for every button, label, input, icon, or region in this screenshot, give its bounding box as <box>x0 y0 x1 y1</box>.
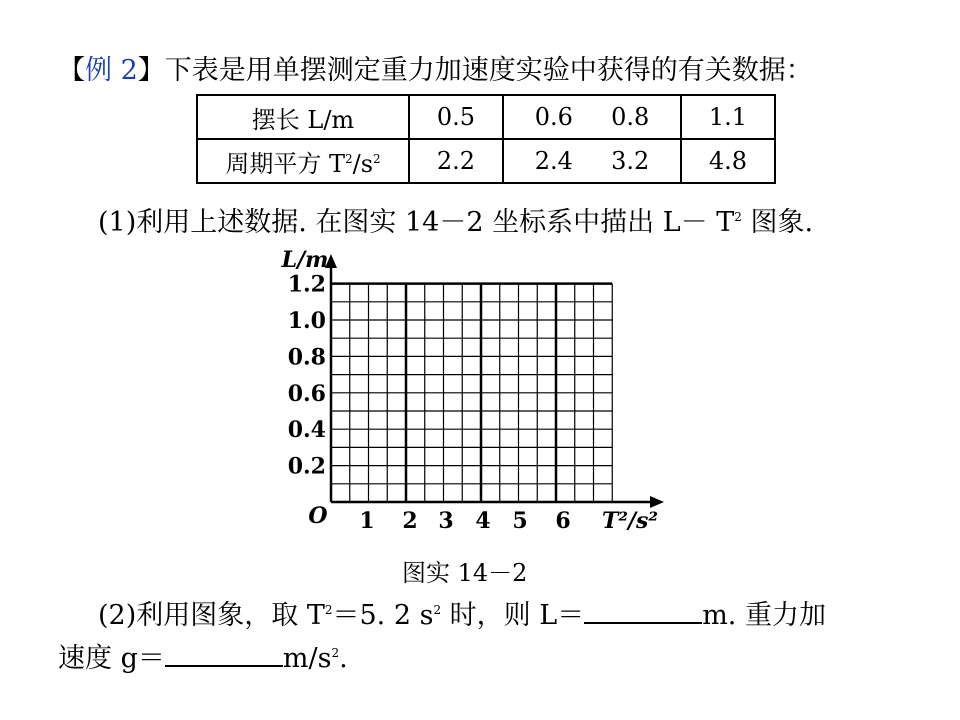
x-axis-title: T²/s² <box>601 508 659 534</box>
y-tick-label: 0.6 <box>287 380 326 407</box>
origin-label: O <box>308 503 328 529</box>
question-2-line-1: (2)利用图象，取 $T^2=5$. 2 $s^2$ 时，则 L＝ m. 重力加 <box>98 600 826 631</box>
length-cell-4: 1.1 <box>681 95 775 139</box>
y-tick-label: 0.8 <box>287 344 326 371</box>
y-tick-label: 1.2 <box>287 271 326 298</box>
open-bracket: 【 <box>58 55 85 86</box>
question-1: (1)利用上述数据. 在图实 14－2 坐标系中描出 $L- T^2$ 图象. <box>98 207 814 238</box>
period-cell-2: 2.4 <box>534 147 573 175</box>
period-cell-1: 2.2 <box>409 139 503 183</box>
x-tick-label: 2 <box>402 508 418 534</box>
close-bracket: 】 <box>137 55 165 86</box>
axes <box>325 254 664 508</box>
example-label: 例 2 <box>85 55 138 86</box>
period-cell-4: 4.8 <box>681 139 775 183</box>
figure-caption: 图实 14－2 <box>402 559 528 587</box>
x-axis-arrow-icon <box>650 496 664 508</box>
y-tick-label: 0.2 <box>287 453 326 480</box>
answer-blank-g[interactable] <box>165 643 283 667</box>
y-tick-label: 1.0 <box>287 308 326 334</box>
grid <box>331 284 612 502</box>
length-cell-3: 0.8 <box>611 103 650 131</box>
row-label-period: 周期平方 $T^2/s^2$ <box>197 139 409 183</box>
x-tick-label: 4 <box>475 508 491 534</box>
question-2-line-2: 速度 $g= m/s^2$. <box>58 643 348 674</box>
row-label-length: 摆长 L/m <box>197 95 409 139</box>
x-tick-label: 1 <box>359 508 375 534</box>
x-tick-label: 5 <box>512 508 528 534</box>
answer-blank-length[interactable] <box>584 600 702 624</box>
intro-text: 下表是用单摆测定重力加速度实验中获得的有关数据： <box>164 55 813 86</box>
period-cell-3: 3.2 <box>611 147 650 175</box>
length-cell-1: 0.5 <box>409 95 503 139</box>
x-tick-label: 6 <box>555 508 571 534</box>
axis-labels <box>281 247 658 534</box>
y-tick-label: 0.4 <box>287 417 326 444</box>
x-tick-label: 3 <box>438 508 454 534</box>
y-axis-title: L/m <box>281 247 329 273</box>
length-cell-2: 0.6 <box>534 103 573 131</box>
